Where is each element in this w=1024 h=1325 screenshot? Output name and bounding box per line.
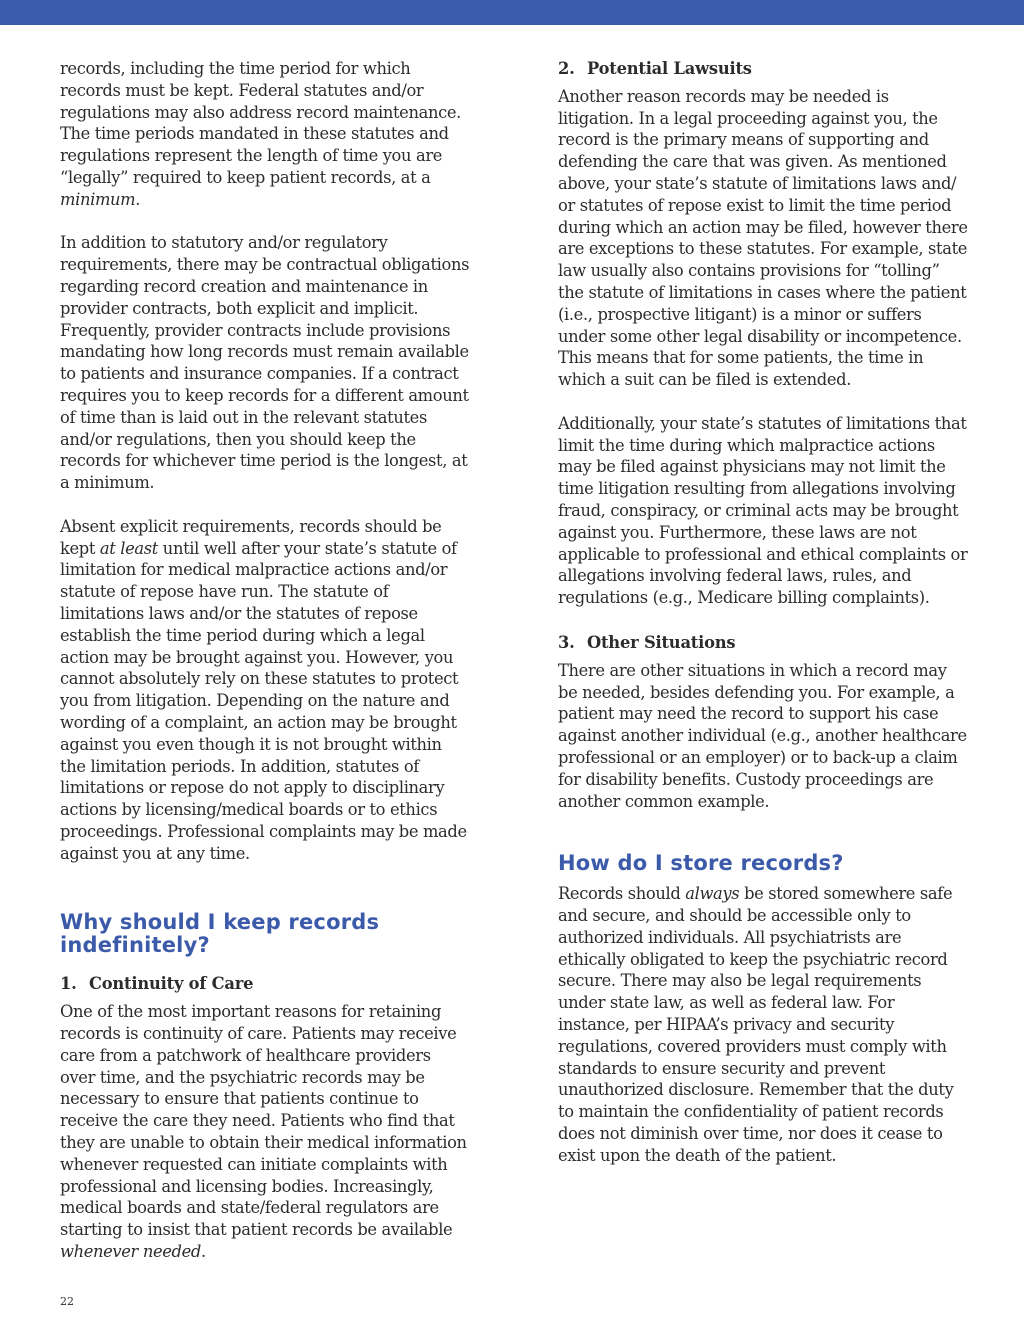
subheading-potential-lawsuits: 2. Potential Lawsuits: [558, 59, 752, 78]
paragraph-absent-requirements: Absent explicit requirements, records should be kept at least until well after your state’s statute of limitation for medical malpractice actions and/or statute of repose have run. The statute of limitations laws and/or the statutes of repose establish the time period during which a legal action may be brought against you. However, you cannot absolutely rely on these statutes to protect you from litigation. Depending on the nature and wording of a complaint, an action may be brought against you even though it is not brought within the limitation periods. In addition, statutes of limitations or repose do not apply to disciplinary actions by licensing/medical boards or to ethics proceedings. Professional complaints may be made against you at any time.: [60, 516, 467, 863]
subheading-continuity-of-care: 1. Continuity of Care: [60, 974, 254, 994]
paragraph-contractual-obligations: In addition to statutory and/or regulatory requirements, there may be contractual obligations regarding record creation and maintenance in provider contracts, both explicit and implicit. Frequently, provider contracts include provisions mandating how long records must remain available to patients and insurance companies. If a contract requires you to keep records for a different amount of time than is laid out in the relevant statutes and/or regulations, then you should keep the records for whichever time period is the longest, at a minimum.: [60, 233, 470, 493]
subheading-other-situations: 3. Other Situations: [558, 632, 736, 652]
right-column: [558, 58, 968, 1167]
page-number: 22: [60, 1295, 74, 1308]
left-column: [60, 58, 470, 1263]
header-band: [0, 0, 1024, 25]
paragraph-litigation: Another reason records may be needed is litigation. In a legal proceeding against you, the record is the primary means of supporting and defending the care that was given. As mentioned above, your state’s statute of limitations laws and/ or statutes of repose exist to limit the time period during which an action may be filed, however there are exceptions to these statutes. For example, state law usually also contains provisions for “tolling” the statute of limitations in cases where the patient (i.e., prospective litigant) is a minor or suffers under some other legal disability or incompetence. This means that for some patients, the time in which a suit can be filed is extended.: [558, 86, 968, 390]
paragraph-continuity-of-care: One of the most important reasons for retaining records is continuity of care. Patients may receive care from a patchwork of healthcare providers over time, and the psychiatric records may be necessary to ensure that patients continue to receive the care they need. Patients who find that they are unable to obtain their medical information whenever requested can initiate complaints with professional and licensing bodies. Increasingly, medical boards and state/federal regulators are starting to insist that patient records be available whenever needed.: [60, 1002, 467, 1262]
paragraph-storing-records: Records should always be stored somewhere safe and secure, and should be accessible only to authorized individuals. All psychiatrists are ethically obligated to keep the psychiatric record secure. There may also be legal requirements under state law, as well as federal law. For instance, per HIPAA’s privacy and security regulations, covered providers must comply with standards to ensure security and prevent unauthorized disclosure. Remember that the duty to maintain the confidentiality of patient records does not diminish over time, nor does it cease to exist upon the death of the patient.: [558, 884, 954, 1165]
paragraph-record-periods: records, including the time period for which records must be kept. Federal statutes and/or regulations may also address record maintenance. The time periods mandated in these statutes and regulations represent the length of time you are “legally” required to keep patient records, at a minimum.: [60, 59, 461, 209]
paragraph-other-situations: There are other situations in which a record may be needed, besides defending you. For example, a patient may need the record to support his case against another individual (e.g., another healthcare professional or an employer) or to back-up a claim for disability benefits. Custody proceedings are another common example.: [558, 660, 967, 811]
section-title-how-store: How do I store records?: [558, 851, 844, 876]
paragraph-statutes-of-limitations: Additionally, your state’s statutes of limitations that limit the time during which malpractice actions may be filed against physicians may not limit the time litigation resulting from allegations involving fraud, conspiracy, or criminal acts may be brought against you. Furthermore, these laws are not applicable to professional and ethical complaints or allegations involving federal laws, rules, and regulations (e.g., Medicare billing complaints).: [558, 413, 968, 608]
section-title-why-keep: Why should I keep records indefinitely?: [60, 910, 380, 958]
